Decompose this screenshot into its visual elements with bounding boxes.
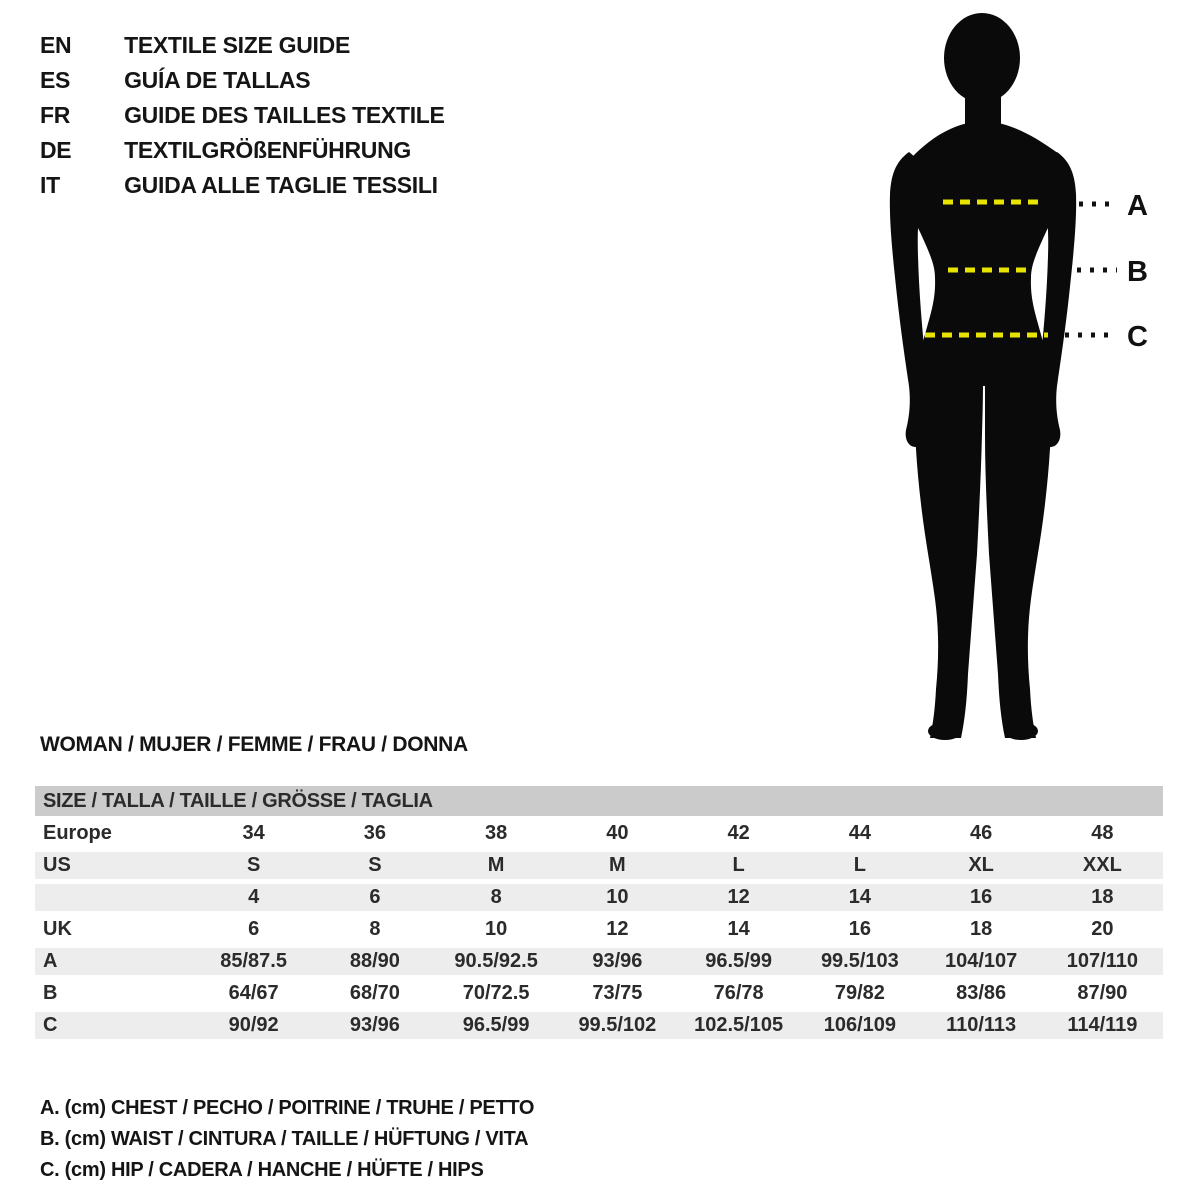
- measure-cell: 76/78: [713, 982, 764, 1004]
- measure-cell: 96.5/99: [462, 1014, 530, 1036]
- legend-waist: B. (cm) WAIST / CINTURA / TAILLE / HÜFTUNG / VITA: [40, 1128, 529, 1150]
- silhouette-torso: [907, 121, 1062, 386]
- size-cell: 12: [606, 918, 629, 940]
- measure-cell: 114/119: [1067, 1014, 1138, 1036]
- size-cell: S: [246, 854, 261, 876]
- size-cell: 18: [970, 918, 993, 940]
- measure-cell: 73/75: [592, 982, 643, 1004]
- woman-silhouette: [890, 13, 1076, 740]
- size-cell: 10: [606, 886, 629, 908]
- waist-callout-label: B: [1127, 256, 1148, 288]
- measure-cell: 64/67: [228, 982, 279, 1004]
- language-code: IT: [40, 172, 60, 198]
- measure-cell: 79/82: [834, 982, 885, 1004]
- size-cell: 14: [848, 886, 871, 908]
- size-cell: 46: [970, 822, 993, 844]
- measure-cell: 85/87.5: [220, 950, 287, 972]
- language-row-fr: [40, 98, 445, 133]
- size-cell: 38: [485, 822, 508, 844]
- size-cell: 10: [485, 918, 508, 940]
- language-row-en: [40, 28, 445, 63]
- gender-heading: WOMAN / MUJER / FEMME / FRAU / DONNA: [40, 733, 468, 756]
- measure-cell: 70/72.5: [462, 982, 530, 1004]
- measure-cell: 83/86: [956, 982, 1007, 1004]
- size-cell: 8: [490, 886, 502, 908]
- table-header-band: SIZE / TALLA / TAILLE / GRÖSSE / TAGLIA: [35, 786, 1163, 816]
- measure-cell: 110/113: [946, 1014, 1017, 1036]
- size-cell: 48: [1091, 822, 1114, 844]
- size-cell: L: [853, 854, 866, 876]
- language-code: ES: [40, 67, 71, 93]
- row-label: C: [43, 1014, 58, 1036]
- legend-chest: A. (cm) CHEST / PECHO / POITRINE / TRUHE / PETTO: [40, 1097, 535, 1119]
- guide-title-de: TEXTILGRÖßENFÜHRUNG: [124, 137, 411, 163]
- language-row-es: [40, 63, 445, 98]
- measure-cell: 93/96: [349, 1014, 400, 1036]
- measure-cell: 99.5/102: [578, 1014, 657, 1036]
- language-row-de: [40, 133, 445, 168]
- row-label: A: [43, 950, 58, 972]
- measure-cell: 107/110: [1066, 950, 1138, 972]
- guide-title-fr: GUIDE DES TAILLES TEXTILE: [124, 102, 445, 128]
- row-label: B: [43, 982, 58, 1004]
- row-label: US: [43, 854, 71, 876]
- language-title-block: [40, 28, 445, 203]
- measure-cell: 90.5/92.5: [454, 950, 538, 972]
- silhouette-left-leg: [914, 360, 983, 738]
- size-cell: 6: [248, 918, 260, 940]
- language-code: EN: [40, 32, 72, 58]
- size-cell: L: [732, 854, 745, 876]
- chest-callout-label: A: [1127, 190, 1148, 222]
- size-cell: 8: [369, 918, 381, 940]
- table-row-europe: [35, 820, 1163, 847]
- size-cell: M: [487, 854, 505, 876]
- measure-cell: 104/107: [944, 950, 1018, 972]
- size-cell: 16: [970, 886, 993, 908]
- measure-cell: 96.5/99: [705, 950, 772, 972]
- row-label: [35, 884, 193, 911]
- size-cell: 44: [848, 822, 871, 844]
- table-row-chest-a: [35, 948, 1163, 975]
- size-cell: S: [368, 854, 382, 876]
- measure-cell: 87/90: [1077, 982, 1128, 1004]
- size-cell: 36: [363, 822, 386, 844]
- size-cell: 34: [242, 822, 265, 844]
- silhouette-right-foot: [1004, 722, 1038, 740]
- guide-title-it: GUIDA ALLE TAGLIE TESSILI: [124, 172, 438, 198]
- table-row-hip-c: [35, 1012, 1163, 1039]
- language-code: FR: [40, 102, 71, 128]
- size-cell: 18: [1091, 886, 1114, 908]
- measure-cell: 93/96: [592, 950, 643, 972]
- table-row-us-letters: [35, 852, 1163, 879]
- measure-cell: 68/70: [349, 982, 400, 1004]
- size-cell: M: [609, 854, 626, 876]
- row-label: Europe: [43, 822, 112, 844]
- measure-cell: 106/109: [823, 1014, 897, 1036]
- measure-cell: 102.5/105: [694, 1014, 784, 1036]
- language-code: DE: [40, 137, 72, 163]
- size-cell: XL: [968, 854, 994, 876]
- size-cell: 20: [1091, 918, 1114, 940]
- hip-callout-label: C: [1127, 321, 1148, 353]
- measure-cell: 88/90: [349, 950, 400, 972]
- size-table: [35, 786, 1163, 1044]
- size-cell: 6: [369, 886, 381, 908]
- table-row-waist-b: [35, 980, 1163, 1007]
- measurement-legend: [40, 1093, 534, 1186]
- silhouette-right-leg: [985, 360, 1052, 738]
- guide-title-en: TEXTILE SIZE GUIDE: [124, 32, 350, 58]
- row-label: UK: [43, 918, 72, 940]
- size-cell: 16: [848, 918, 871, 940]
- size-cell: 12: [727, 886, 750, 908]
- guide-title-es: GUÍA DE TALLAS: [124, 67, 311, 93]
- table-row-us-numbers: [35, 884, 1163, 911]
- silhouette-left-foot: [928, 722, 962, 740]
- table-row-uk: [35, 916, 1163, 943]
- size-cell: 14: [727, 918, 750, 940]
- size-cell: 42: [727, 822, 750, 844]
- measure-cell: 90/92: [228, 1014, 279, 1036]
- size-cell: XXL: [1082, 854, 1122, 876]
- language-row-it: [40, 168, 445, 203]
- measure-cell: 99.5/103: [820, 950, 899, 972]
- size-cell: 4: [248, 886, 260, 908]
- size-cell: 40: [606, 822, 629, 844]
- legend-hip: C. (cm) HIP / CADERA / HANCHE / HÜFTE / HIPS: [40, 1159, 484, 1181]
- woman-silhouette-figure: [865, 4, 1200, 742]
